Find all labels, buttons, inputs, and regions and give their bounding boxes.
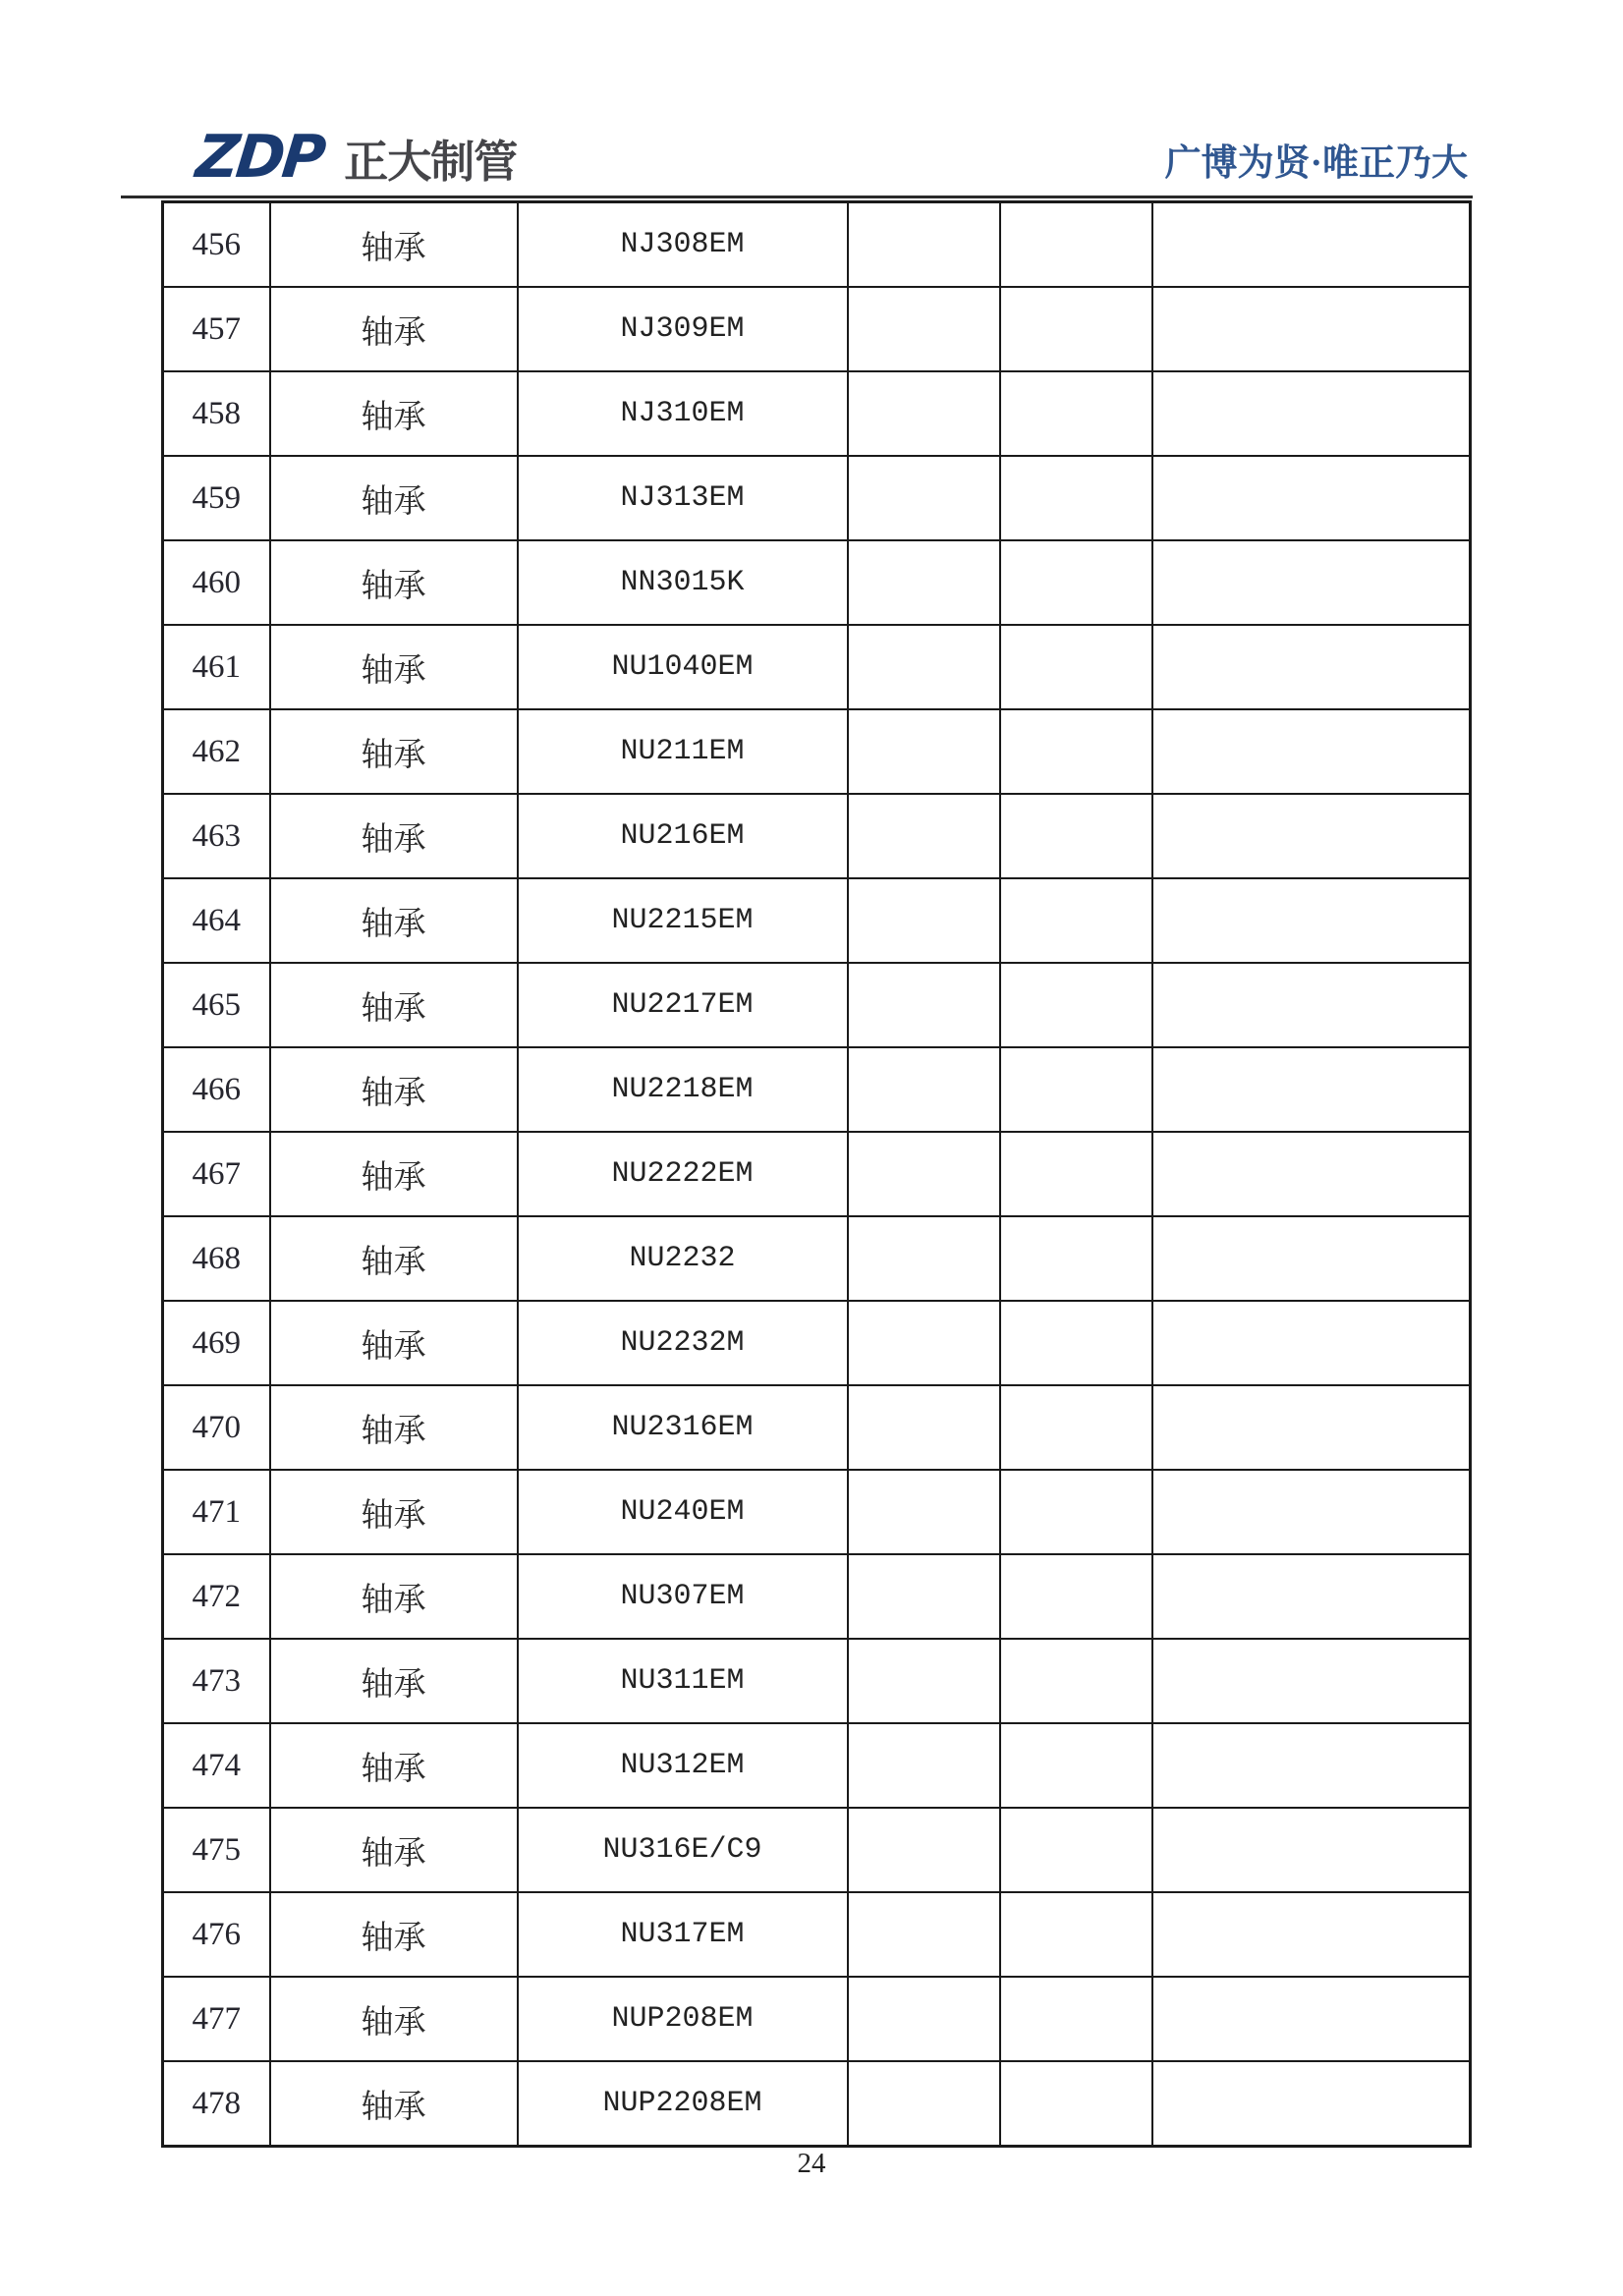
cell-empty-1 — [848, 709, 1000, 794]
cell-serial-number: 471 — [163, 1470, 270, 1554]
cell-empty-1 — [848, 1892, 1000, 1977]
cell-empty-2 — [1000, 1892, 1152, 1977]
cell-empty-3 — [1152, 1301, 1471, 1385]
cell-item-name: 轴承 — [270, 1132, 518, 1216]
table-row — [163, 1385, 1471, 1470]
cell-item-name: 轴承 — [270, 794, 518, 878]
cell-serial-number: 472 — [163, 1554, 270, 1639]
cell-empty-2 — [1000, 1470, 1152, 1554]
cell-empty-1 — [848, 794, 1000, 878]
cell-empty-3 — [1152, 1977, 1471, 2061]
cell-item-name: 轴承 — [270, 1047, 518, 1132]
cell-item-name: 轴承 — [270, 709, 518, 794]
cell-serial-number: 474 — [163, 1723, 270, 1808]
cell-serial-number: 478 — [163, 2061, 270, 2147]
table-row — [163, 1808, 1471, 1892]
table-row — [163, 625, 1471, 709]
cell-serial-number: 476 — [163, 1892, 270, 1977]
cell-item-name: 轴承 — [270, 371, 518, 456]
cell-empty-3 — [1152, 1808, 1471, 1892]
cell-item-name: 轴承 — [270, 2061, 518, 2147]
cell-model-number: NU311EM — [518, 1639, 848, 1723]
cell-serial-number: 463 — [163, 794, 270, 878]
cell-model-number: NU2215EM — [518, 878, 848, 963]
table-row — [163, 371, 1471, 456]
cell-empty-3 — [1152, 456, 1471, 540]
cell-item-name: 轴承 — [270, 1977, 518, 2061]
cell-empty-2 — [1000, 287, 1152, 371]
cell-empty-1 — [848, 287, 1000, 371]
cell-item-name: 轴承 — [270, 540, 518, 625]
cell-model-number: NUP2208EM — [518, 2061, 848, 2147]
cell-item-name: 轴承 — [270, 1216, 518, 1301]
cell-empty-2 — [1000, 878, 1152, 963]
cell-empty-2 — [1000, 1385, 1152, 1470]
cell-item-name: 轴承 — [270, 1301, 518, 1385]
cell-empty-3 — [1152, 1047, 1471, 1132]
cell-model-number: NU2232 — [518, 1216, 848, 1301]
cell-serial-number: 458 — [163, 371, 270, 456]
cell-item-name: 轴承 — [270, 456, 518, 540]
cell-model-number: NU2316EM — [518, 1385, 848, 1470]
cell-item-name: 轴承 — [270, 1470, 518, 1554]
table-row — [163, 1216, 1471, 1301]
cell-empty-1 — [848, 1808, 1000, 1892]
cell-serial-number: 461 — [163, 625, 270, 709]
cell-empty-1 — [848, 1301, 1000, 1385]
cell-model-number: NU240EM — [518, 1470, 848, 1554]
cell-item-name: 轴承 — [270, 1554, 518, 1639]
company-logo — [193, 123, 518, 192]
cell-empty-3 — [1152, 709, 1471, 794]
cell-empty-3 — [1152, 202, 1471, 288]
cell-empty-2 — [1000, 1132, 1152, 1216]
cell-model-number: NN3015K — [518, 540, 848, 625]
cell-empty-3 — [1152, 287, 1471, 371]
cell-empty-3 — [1152, 1723, 1471, 1808]
cell-empty-2 — [1000, 1808, 1152, 1892]
cell-empty-2 — [1000, 371, 1152, 456]
cell-serial-number: 466 — [163, 1047, 270, 1132]
cell-empty-1 — [848, 1216, 1000, 1301]
cell-empty-3 — [1152, 963, 1471, 1047]
cell-serial-number: 469 — [163, 1301, 270, 1385]
cell-model-number: NU317EM — [518, 1892, 848, 1977]
cell-empty-3 — [1152, 1892, 1471, 1977]
cell-empty-1 — [848, 540, 1000, 625]
cell-empty-3 — [1152, 540, 1471, 625]
cell-empty-3 — [1152, 1639, 1471, 1723]
cell-empty-3 — [1152, 2061, 1471, 2147]
cell-empty-2 — [1000, 1639, 1152, 1723]
cell-item-name: 轴承 — [270, 878, 518, 963]
cell-model-number: NU307EM — [518, 1554, 848, 1639]
cell-serial-number: 470 — [163, 1385, 270, 1470]
zdp-logo-mark: ZDP — [193, 123, 326, 192]
cell-item-name: 轴承 — [270, 1723, 518, 1808]
cell-model-number: NU1040EM — [518, 625, 848, 709]
cell-empty-2 — [1000, 625, 1152, 709]
table-row — [163, 878, 1471, 963]
cell-empty-2 — [1000, 1723, 1152, 1808]
cell-empty-2 — [1000, 794, 1152, 878]
cell-serial-number: 457 — [163, 287, 270, 371]
cell-model-number: NU216EM — [518, 794, 848, 878]
cell-empty-2 — [1000, 1216, 1152, 1301]
cell-empty-3 — [1152, 878, 1471, 963]
table-row — [163, 1892, 1471, 1977]
cell-serial-number: 475 — [163, 1808, 270, 1892]
table-row — [163, 794, 1471, 878]
parts-table — [161, 200, 1472, 2148]
header-divider — [121, 196, 1473, 198]
cell-item-name: 轴承 — [270, 963, 518, 1047]
table-row — [163, 709, 1471, 794]
cell-model-number: NU2217EM — [518, 963, 848, 1047]
cell-serial-number: 465 — [163, 963, 270, 1047]
table-row — [163, 1301, 1471, 1385]
cell-empty-2 — [1000, 1554, 1152, 1639]
cell-empty-2 — [1000, 1047, 1152, 1132]
cell-empty-3 — [1152, 1470, 1471, 1554]
table-row — [163, 456, 1471, 540]
cell-empty-1 — [848, 1723, 1000, 1808]
cell-serial-number: 468 — [163, 1216, 270, 1301]
cell-empty-3 — [1152, 1554, 1471, 1639]
cell-empty-2 — [1000, 540, 1152, 625]
cell-item-name: 轴承 — [270, 1808, 518, 1892]
table-row — [163, 540, 1471, 625]
cell-serial-number: 473 — [163, 1639, 270, 1723]
cell-empty-1 — [848, 2061, 1000, 2147]
company-slogan: 广博为贤·唯正乃大 — [1164, 143, 1468, 184]
cell-model-number: NU316E/C9 — [518, 1808, 848, 1892]
cell-model-number: NJ310EM — [518, 371, 848, 456]
cell-empty-1 — [848, 1977, 1000, 2061]
cell-empty-2 — [1000, 709, 1152, 794]
cell-empty-2 — [1000, 456, 1152, 540]
cell-empty-3 — [1152, 1216, 1471, 1301]
cell-empty-1 — [848, 1132, 1000, 1216]
cell-serial-number: 459 — [163, 456, 270, 540]
cell-model-number: NU312EM — [518, 1723, 848, 1808]
cell-item-name: 轴承 — [270, 1892, 518, 1977]
cell-empty-2 — [1000, 2061, 1152, 2147]
cell-item-name: 轴承 — [270, 625, 518, 709]
cell-empty-1 — [848, 625, 1000, 709]
cell-empty-2 — [1000, 1301, 1152, 1385]
parts-table-body — [163, 202, 1471, 2147]
cell-empty-3 — [1152, 371, 1471, 456]
table-row — [163, 1977, 1471, 2061]
cell-empty-1 — [848, 1470, 1000, 1554]
cell-empty-1 — [848, 1047, 1000, 1132]
table-row — [163, 1639, 1471, 1723]
table-row — [163, 202, 1471, 288]
cell-empty-1 — [848, 1554, 1000, 1639]
table-row — [163, 963, 1471, 1047]
cell-model-number: NU211EM — [518, 709, 848, 794]
table-row — [163, 1132, 1471, 1216]
cell-empty-3 — [1152, 1385, 1471, 1470]
company-name: 正大制管 — [344, 136, 518, 188]
table-row — [163, 1047, 1471, 1132]
table-row — [163, 1470, 1471, 1554]
cell-serial-number: 462 — [163, 709, 270, 794]
cell-empty-3 — [1152, 794, 1471, 878]
cell-empty-1 — [848, 1385, 1000, 1470]
cell-empty-2 — [1000, 963, 1152, 1047]
cell-model-number: NU2232M — [518, 1301, 848, 1385]
cell-model-number: NJ308EM — [518, 202, 848, 288]
page-footer — [0, 2148, 1623, 2180]
cell-model-number: NJ309EM — [518, 287, 848, 371]
cell-item-name: 轴承 — [270, 287, 518, 371]
cell-item-name: 轴承 — [270, 1385, 518, 1470]
cell-serial-number: 464 — [163, 878, 270, 963]
page-number: 24 — [797, 2148, 826, 2179]
table-row — [163, 2061, 1471, 2147]
cell-serial-number: 467 — [163, 1132, 270, 1216]
cell-empty-1 — [848, 371, 1000, 456]
table-row — [163, 1723, 1471, 1808]
cell-model-number: NU2222EM — [518, 1132, 848, 1216]
table-row — [163, 287, 1471, 371]
cell-model-number: NUP208EM — [518, 1977, 848, 2061]
cell-empty-1 — [848, 963, 1000, 1047]
cell-serial-number: 460 — [163, 540, 270, 625]
table-row — [163, 1554, 1471, 1639]
cell-empty-3 — [1152, 1132, 1471, 1216]
cell-item-name: 轴承 — [270, 202, 518, 288]
cell-empty-1 — [848, 878, 1000, 963]
cell-item-name: 轴承 — [270, 1639, 518, 1723]
cell-empty-2 — [1000, 1977, 1152, 2061]
cell-empty-3 — [1152, 625, 1471, 709]
cell-model-number: NU2218EM — [518, 1047, 848, 1132]
cell-empty-1 — [848, 456, 1000, 540]
cell-model-number: NJ313EM — [518, 456, 848, 540]
cell-serial-number: 477 — [163, 1977, 270, 2061]
cell-empty-1 — [848, 202, 1000, 288]
cell-empty-1 — [848, 1639, 1000, 1723]
cell-serial-number: 456 — [163, 202, 270, 288]
cell-empty-2 — [1000, 202, 1152, 288]
